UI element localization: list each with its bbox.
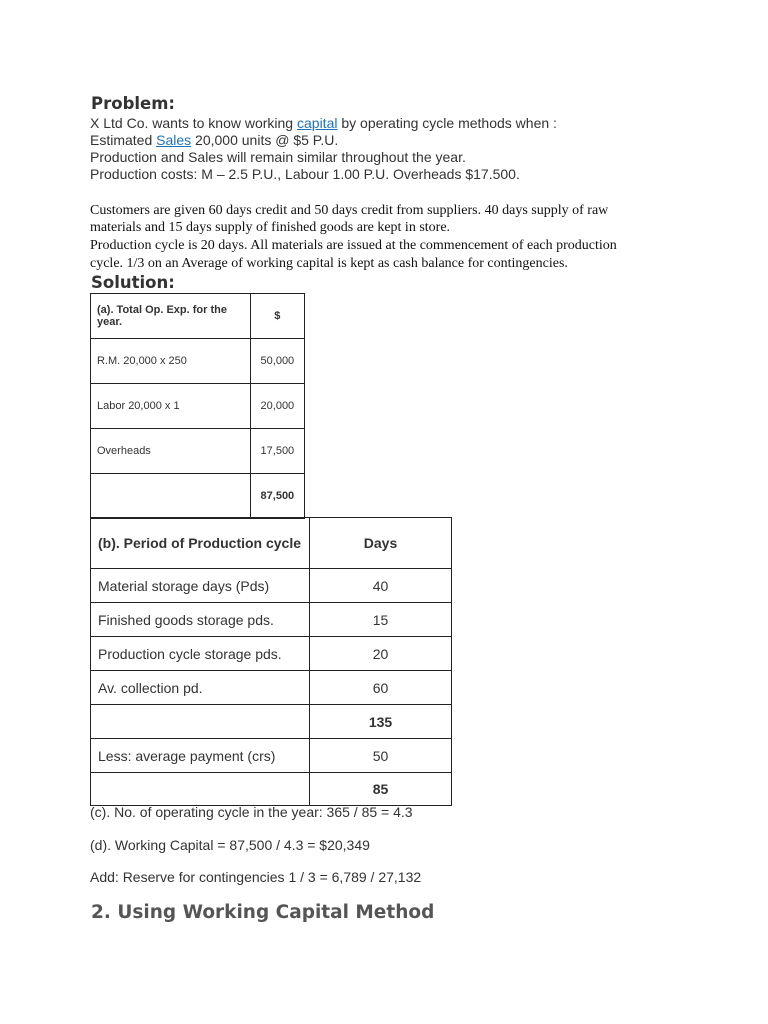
- table-a-total-row: [91, 474, 305, 519]
- table-b-cell-label: Less: average payment (crs): [91, 739, 310, 773]
- table-b-total-row: [91, 773, 452, 806]
- problem-line-3: Production and Sales will remain similar throughout the year.: [90, 149, 466, 165]
- problem-line-2-post: 20,000 units @ $5 P.U.: [191, 132, 339, 148]
- problem-line-2: [90, 132, 338, 149]
- reserve-line: Add: Reserve for contingencies 1 / 3 = 6,789 / 27,132: [90, 869, 422, 885]
- problem-heading: Problem:: [91, 94, 176, 113]
- problem-line-1-post: by operating cycle methods when :: [337, 115, 557, 131]
- problem-line-1-pre: X Ltd Co. wants to know working: [90, 115, 297, 131]
- table-b-cell-value: 20: [310, 637, 452, 671]
- table-b-cell-label: [91, 773, 310, 806]
- table-a-header-row: [91, 294, 305, 339]
- problem-line-2-pre: Estimated: [90, 132, 157, 148]
- table-a-total-value: 87,500: [250, 474, 304, 519]
- production-cycle-table: [90, 517, 452, 806]
- table-a-cell-label: R.M. 20,000 x 250: [91, 339, 251, 384]
- table-row: [91, 339, 305, 384]
- table-b-subtotal-row: [91, 705, 452, 739]
- working-capital-line: (d). Working Capital = 87,500 / 4.3 = $20,349: [90, 837, 370, 853]
- table-b-cell-value: 15: [310, 603, 452, 637]
- table-b-header-row: [91, 518, 452, 569]
- table-b-cell-label: Material storage days (Pds): [91, 569, 310, 603]
- table-b-cell-value: 40: [310, 569, 452, 603]
- table-b-header-value: Days: [310, 518, 452, 569]
- capital-link[interactable]: capital: [297, 115, 338, 131]
- table-a-cell-label: Labor 20,000 x 1: [91, 384, 251, 429]
- section-2-heading: 2. Using Working Capital Method: [91, 902, 435, 923]
- table-b-total-value: 85: [310, 773, 452, 806]
- solution-heading: Solution:: [91, 273, 175, 292]
- table-b-cell-label: Production cycle storage pds.: [91, 637, 310, 671]
- problem-para-line-4: cycle. 1/3 on an Average of working capital is kept as cash balance for contingencies.: [90, 256, 568, 271]
- sales-link[interactable]: Sales: [156, 132, 192, 148]
- problem-para-line-2: materials and 15 days supply of finished goods are kept in store.: [90, 220, 451, 235]
- table-a-cell-value: 20,000: [250, 384, 304, 429]
- table-row: [91, 671, 452, 705]
- problem-line-4: Production costs: M – 2.5 P.U., Labour 1.00 P.U. Overheads $17.500.: [90, 166, 520, 182]
- table-b-cell-label: Av. collection pd.: [91, 671, 310, 705]
- table-a-cell-label: Overheads: [91, 429, 251, 474]
- table-row: [91, 637, 452, 671]
- problem-para-line-3: Production cycle is 20 days. All materials are issued at the commencement of each production: [90, 238, 617, 253]
- table-b-cell-value: 50: [310, 739, 452, 773]
- table-row: [91, 384, 305, 429]
- table-row: [91, 429, 305, 474]
- table-a-cell-value: 50,000: [250, 339, 304, 384]
- table-row: [91, 603, 452, 637]
- table-a-cell-value: 17,500: [250, 429, 304, 474]
- problem-para-line-1: Customers are given 60 days credit and 50 days credit from suppliers. 40 days supply of raw: [90, 203, 609, 218]
- table-b-cell-value: 60: [310, 671, 452, 705]
- total-op-exp-table: [90, 293, 305, 519]
- operating-cycle-line: (c). No. of operating cycle in the year: 365 / 85 = 4.3: [90, 804, 413, 820]
- table-b-header-label: (b). Period of Production cycle: [91, 518, 310, 569]
- table-a-header-label: (a). Total Op. Exp. for the year.: [91, 294, 251, 339]
- table-row: [91, 739, 452, 773]
- problem-line-1: [90, 115, 557, 132]
- table-a-cell-label: [91, 474, 251, 519]
- table-b-cell-label: [91, 705, 310, 739]
- table-b-cell-label: Finished goods storage pds.: [91, 603, 310, 637]
- table-b-subtotal-value: 135: [310, 705, 452, 739]
- table-a-header-value: $: [250, 294, 304, 339]
- table-row: [91, 569, 452, 603]
